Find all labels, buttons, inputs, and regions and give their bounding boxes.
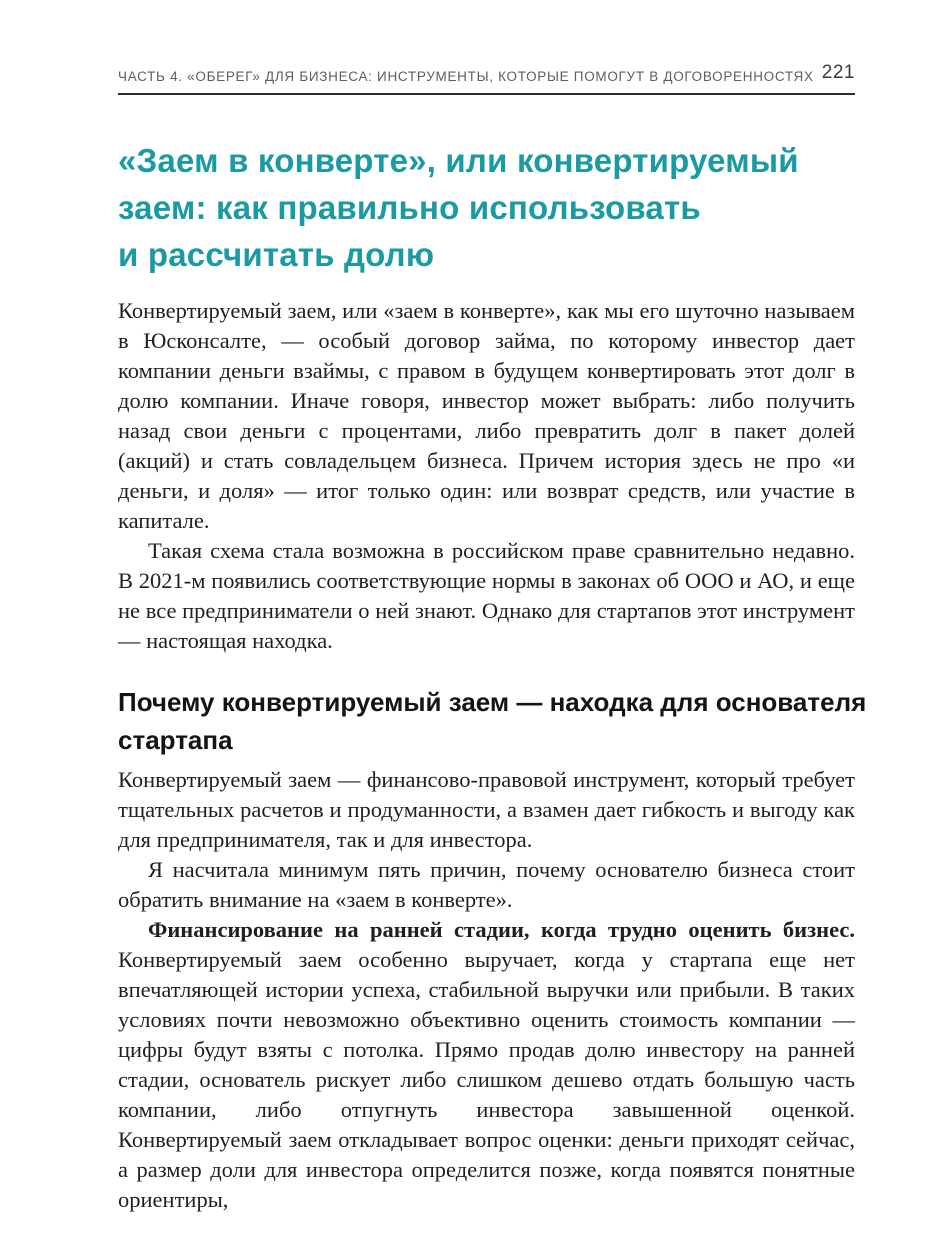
- chapter-title-line-2: заем: как правильно использовать: [118, 189, 701, 226]
- paragraph-section-3-bold-lead: Финансирование на ранней стадии, когда трудно оценить бизнес.: [148, 917, 855, 942]
- paragraph-section-3-rest: Конвертируемый заем особенно выручает, когда у стартапа еще нет впечатляющей истории успеха, стабильной выручки или прибыли. В таких условиях почти невозможно объективно оценить стоимость компании — цифры будут взяты с потолка. Прямо продав долю инвестору на ранней стадии, основатель рискует либо слишком дешево отдать большую часть компании, либо отпугнуть инвестора завышенной оценкой. Конвертируемый заем откладывает вопрос оценки: деньги приходят сейчас, а размер доли для инвестора определится позже, когда появятся понятные ориентиры,: [118, 947, 855, 1212]
- paragraph-section-2: Я насчитала минимум пять причин, почему основателю бизнеса стоит обратить внимание на «заем в конверте».: [118, 857, 855, 912]
- section-subheading: [118, 683, 867, 759]
- section-subheading-line-1: Почему конвертируемый заем — находка для основателя: [118, 687, 867, 717]
- page-number: 221: [821, 62, 855, 83]
- running-header-title: ЧАСТЬ 4. «ОБЕРЕГ» ДЛЯ БИЗНЕСА: ИНСТРУМЕНТЫ, КОТОРЫЕ ПОМОГУТ В ДОГОВОРЕННОСТЯХ: [118, 69, 814, 84]
- paragraph-section-3: [118, 915, 855, 1215]
- chapter-title-line-3: и рассчитать долю: [118, 236, 435, 273]
- paragraph-section-1: Конвертируемый заем — финансово-правовой инструмент, который требует тщательных расчетов и продуманности, а взамен дает гибкость и выгоду как для предпринимателя, так и для инвестора.: [118, 767, 855, 852]
- paragraph-intro-2: Такая схема стала возможна в российском праве сравнительно недавно. В 2021-м появились соответствующие нормы в законах об ООО и АО, и еще не все предприниматели о ней знают. Однако для стартапов этот инструмент — настоящая находка.: [118, 538, 855, 653]
- section-subheading-line-2: стартапа: [118, 725, 233, 755]
- chapter-title: [118, 137, 855, 278]
- chapter-title-line-1: «Заем в конверте», или конвертируемый: [118, 142, 799, 179]
- running-header: [118, 0, 855, 95]
- paragraph-intro-1: Конвертируемый заем, или «заем в конверте», как мы его шуточно называем в Юсконсалте, — особый договор займа, по которому инвестор дает компании деньги взаймы, с правом в будущем конвертировать этот долг в долю компании. Иначе говоря, инвестор может выбрать: либо получить назад свои деньги с процентами, либо превратить долг в пакет долей (акций) и стать совладельцем бизнеса. Причем история здесь не про «и деньги, и доля» — итог только один: или возврат средств, или участие в капитале.: [118, 298, 855, 533]
- page-content-column: [118, 0, 867, 1215]
